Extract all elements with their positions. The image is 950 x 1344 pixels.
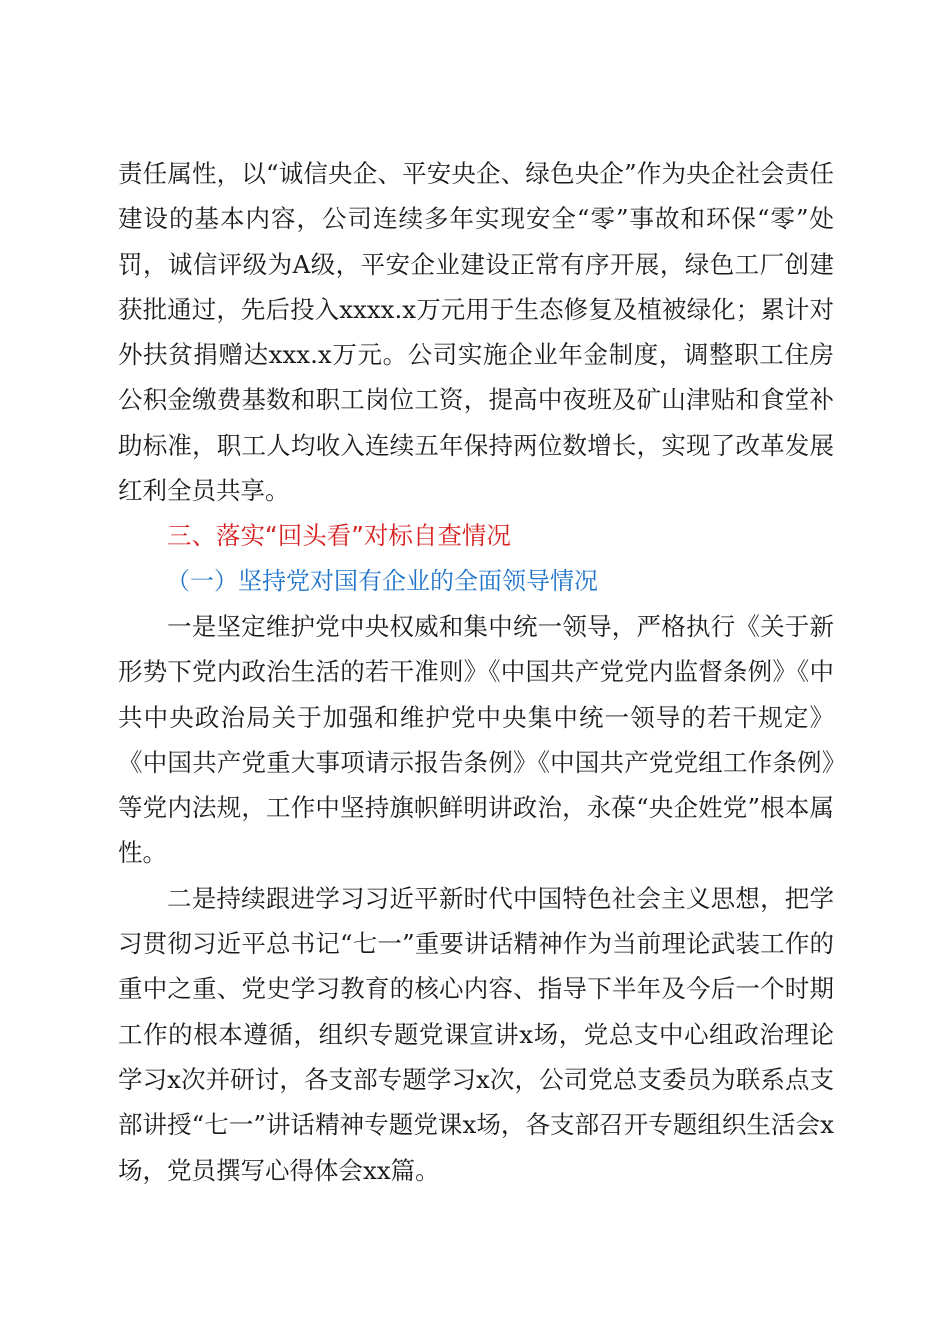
- paragraph-social-responsibility: 责任属性，以“诚信央企、平安央企、绿色央企”作为央企社会责任建设的基本内容，公司连续多年实现安全“零”事故和环保“零”处罚，诚信评级为A级，平安企业建设正常有序开展，绿色工厂创建获批通过，先后投入xxxx.x万元用于生态修复及植被绿化；累计对外扶贫捐赠达xxx.x万元。公司实施企业年金制度，调整职工住房公积金缴费基数和职工岗位工资，提高中夜班及矿山津贴和食堂补助标准，职工人均收入连续五年保持两位数增长，实现了改革发展红利全员共享。: [118, 159, 834, 506]
- paragraph-party-leadership: 一是坚定维护党中央权威和集中统一领导，严格执行《关于新形势下党内政治生活的若干准则》《中国共产党党内监督条例》《中共中央政治局关于加强和维护党中央集中统一领导的若干规定》《中国共产党重大事项请示报告条例》《中国共产党党组工作条例》等党内法规，工作中坚持旗帜鲜明讲政治，永葆“央企姓党”根本属性。: [118, 611, 834, 868]
- paragraph-theory-study: 二是持续跟进学习习近平新时代中国特色社会主义思想，把学习贯彻习近平总书记“七一”重要讲话精神作为当前理论武装工作的重中之重、党史学习教育的核心内容、指导下半年及今后一个时期工作的根本遵循，组织专题党课宣讲x场，党总支中心组政治理论学习x次并研讨，各支部专题学习x次，公司党总支委员为联系点支部讲授“七一”讲话精神专题党课x场，各支部召开专题组织生活会x场，党员撰写心得体会xx篇。: [118, 883, 834, 1185]
- subsection-heading: （一）坚持党对国有企业的全面领导情况: [166, 566, 598, 595]
- document-body: [118, 151, 834, 1193]
- section-heading: 三、落实“回头看”对标自查情况: [167, 521, 511, 551]
